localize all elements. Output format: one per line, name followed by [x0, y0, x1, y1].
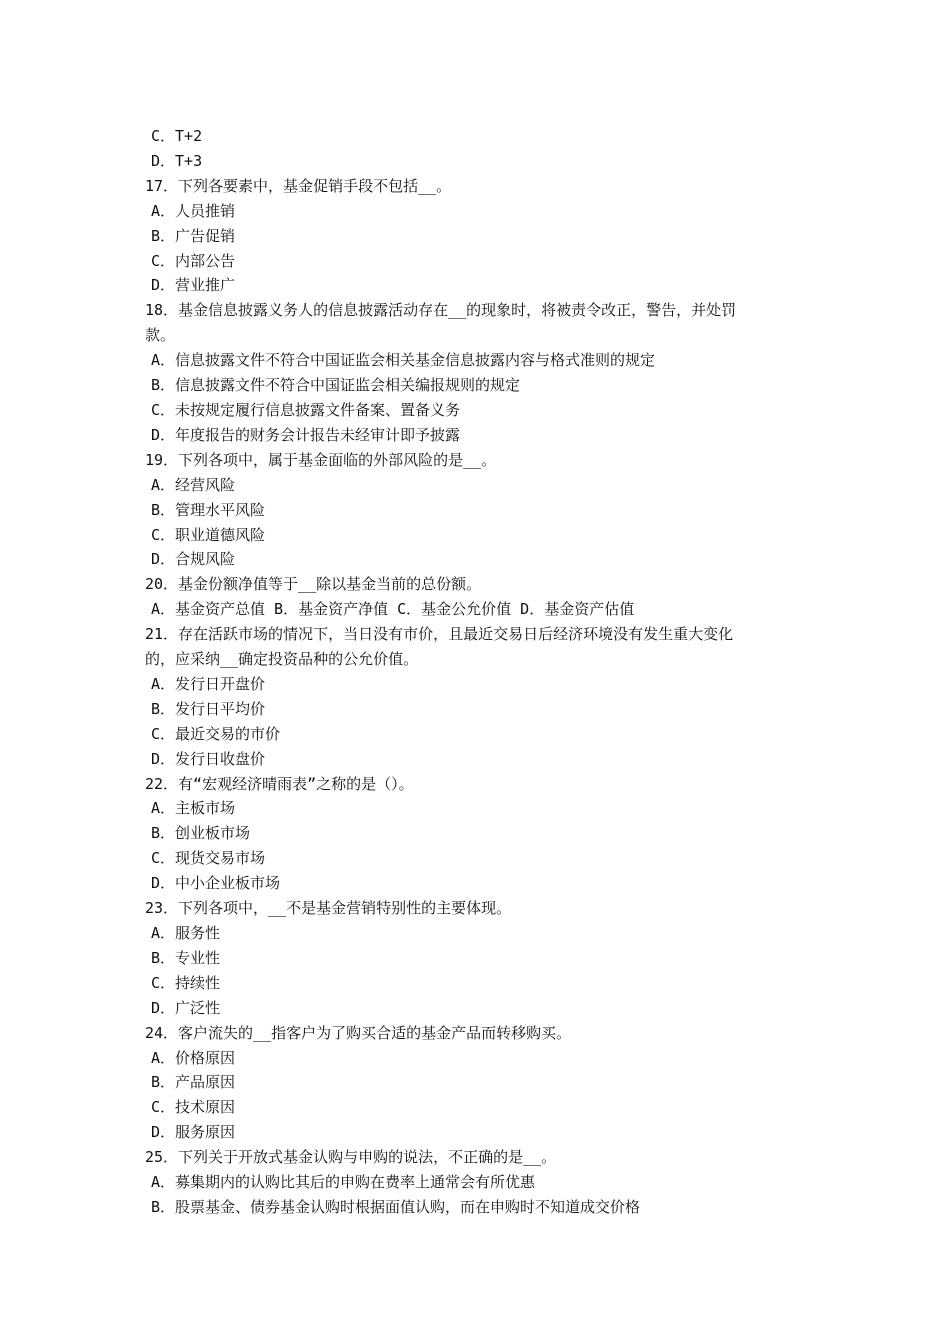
option-a-q19: A．经营风险 [151, 475, 236, 494]
option-a-q24: A．价格原因 [151, 1048, 236, 1067]
option-c-q16: C．T+2 [151, 127, 203, 145]
option-d-q18: D．年度报告的财务会计报告未经审计即予披露 [151, 425, 461, 444]
option-a-q23: A．服务性 [151, 924, 221, 942]
option-b-q17: B．广告促销 [151, 226, 236, 245]
option-b-q25: B．股票基金、债券基金认购时根据面值认购，而在申购时不知道成交价格 [151, 1197, 641, 1216]
option-b-q19: B．管理水平风险 [151, 500, 266, 519]
option-b-q21: B．发行日平均价 [151, 699, 266, 718]
option-c-q24: C．技术原因 [151, 1098, 236, 1117]
question-19: 19．下列各项中，属于基金面临的外部风险的是__。 [145, 450, 497, 469]
option-b-q23: B．专业性 [151, 948, 221, 967]
option-d-q24: D．服务原因 [151, 1123, 236, 1142]
option-a-q25: A．募集期内的认购比其后的申购在费率上通常会有所优惠 [151, 1173, 536, 1192]
option-c-q19: C．职业道德风险 [151, 525, 266, 544]
option-d-q23: D．广泛性 [151, 998, 221, 1017]
option-c-q23: C．持续性 [151, 973, 221, 992]
question-20: 20．基金份额净值等于__除以基金当前的总份额。 [145, 575, 482, 594]
exam-question-list [145, 124, 815, 1220]
option-d-q22: D．中小企业板市场 [151, 874, 281, 893]
option-a-q18: A．信息披露文件不符合中国证监会相关基金信息披露内容与格式准则的规定 [151, 351, 656, 370]
option-c-q21: C．最近交易的市价 [151, 724, 281, 743]
option-c-q18: C．未按规定履行信息披露文件备案、置备义务 [151, 400, 461, 419]
option-c-q17: C．内部公告 [151, 251, 236, 270]
question-21-continued: 的，应采纳__确定投资品种的公允价值。 [145, 650, 419, 669]
question-23: 23．下列各项中，__不是基金营销特别性的主要体现。 [145, 899, 512, 918]
option-a-q21: A．发行日开盘价 [151, 674, 266, 693]
question-25: 25．下列关于开放式基金认购与申购的说法，不正确的是__。 [145, 1148, 557, 1167]
question-22: 22．有“宏观经济晴雨表”之称的是（）。 [145, 774, 414, 793]
option-a-q17: A．人员推销 [151, 201, 236, 220]
option-c-q22: C．现货交易市场 [151, 849, 266, 868]
option-d-q16: D．T+3 [151, 151, 203, 170]
question-18-continued: 款。 [145, 326, 176, 345]
option-a-q22: A．主板市场 [151, 799, 236, 818]
option-b-q18: B．信息披露文件不符合中国证监会相关编报规则的规定 [151, 376, 521, 395]
option-d-q19: D．合规风险 [151, 550, 236, 569]
question-21: 21．存在活跃市场的情况下，当日没有市价，且最近交易日后经济环境没有发生重大变化 [145, 625, 734, 644]
option-d-q21: D．发行日收盘价 [151, 749, 266, 768]
option-b-q24: B．产品原因 [151, 1073, 236, 1092]
option-b-q22: B．创业板市场 [151, 824, 251, 843]
option-d-q17: D．营业推广 [151, 276, 236, 295]
question-18: 18．基金信息披露义务人的信息披露活动存在__的现象时，将被责令改正，警告，并处罚 [145, 301, 737, 320]
options-q20: A．基金资产总值 B．基金资产净值 C．基金公允价值 D．基金资产估值 [151, 600, 635, 619]
question-17: 17．下列各要素中，基金促销手段不包括__。 [145, 176, 452, 195]
question-24: 24．客户流失的__指客户为了购买合适的基金产品而转移购买。 [145, 1023, 572, 1042]
